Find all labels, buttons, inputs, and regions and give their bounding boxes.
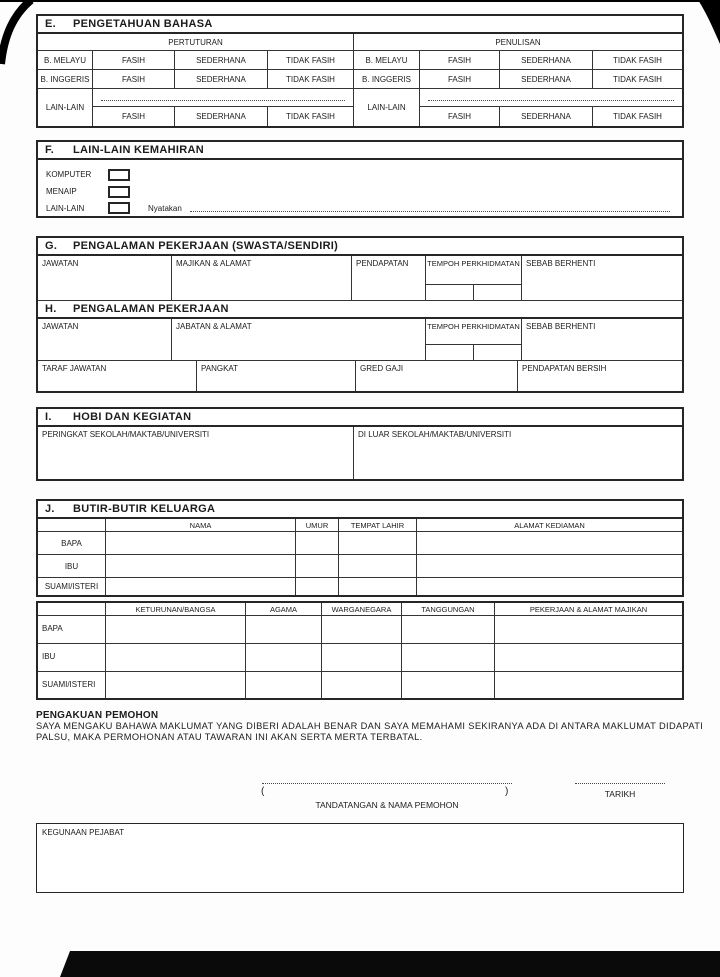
komputer-checkbox[interactable]: [108, 169, 130, 181]
section-e-code: E.: [45, 18, 56, 30]
e-pertuturan-inggeris-tidakfasih-cell[interactable]: TIDAK FASIH: [286, 74, 335, 84]
g-pendapatan-cell[interactable]: PENDAPATAN: [352, 256, 426, 300]
h-tempoh-label: TEMPOH PERKHIDMATAN: [427, 322, 520, 331]
section-e-title: PENGETAHUAN BAHASA: [73, 18, 213, 30]
i-luar-sekolah-cell[interactable]: DI LUAR SEKOLAH/MAKTAB/UNIVERSITI: [358, 430, 512, 439]
section-i: [36, 407, 684, 481]
declaration-line-1: SAYA MENGAKU BAHAWA MAKLUMAT YANG DIBERI ADALAH BENAR DAN SAYA MEMAHAMI SEKIRANYA ADA DI ANTARA MAKLUMAT DIDAPATI: [36, 721, 704, 731]
date-line[interactable]: [575, 782, 665, 784]
h-taraf-cell[interactable]: TARAF JAWATAN: [38, 361, 197, 391]
i-sekolah-cell[interactable]: PERINGKAT SEKOLAH/MAKTAB/UNIVERSITI: [38, 427, 354, 479]
section-g-title: PENGALAMAN PEKERJAAN (SWASTA/SENDIRI): [73, 240, 339, 252]
j2-corner-cell: [38, 603, 106, 615]
j2-agama-header: AGAMA: [246, 603, 322, 615]
section-e: [36, 14, 684, 128]
declaration-line-2: PALSU, MAKA PERMOHONAN ATAU TAWARAN INI AKAN SERTA MERTA TERBATAL.: [36, 731, 423, 742]
h-gred-gaji-cell[interactable]: GRED GAJI: [356, 361, 518, 391]
e-penulisan-melayu-tidakfasih-cell[interactable]: TIDAK FASIH: [613, 55, 662, 65]
signature-paren-open: (: [261, 786, 265, 797]
e-pertuturan-lain-writein[interactable]: [93, 89, 353, 106]
section-g-code: G.: [45, 240, 58, 252]
signature-line[interactable]: [262, 782, 512, 784]
declaration: [36, 710, 704, 742]
j1-ibu-label: IBU: [38, 555, 106, 577]
section-i-title: HOBI DAN KEGIATAN: [73, 411, 192, 423]
g-tempoh-cell[interactable]: [426, 256, 522, 300]
e-penulisan-lain-tidakfasih-cell[interactable]: TIDAK FASIH: [613, 112, 662, 121]
e-penulisan-lain-label: LAIN-LAIN: [354, 89, 420, 126]
e-pertuturan-lain-tidakfasih-cell[interactable]: TIDAK FASIH: [286, 112, 335, 121]
j2-bapa-pekerjaan-cell[interactable]: [495, 616, 682, 643]
j2-ibu-agama-cell[interactable]: [246, 644, 322, 671]
e-penulisan-lain-sederhana-cell[interactable]: SEDERHANA: [500, 107, 593, 126]
komputer-label: KOMPUTER: [46, 170, 92, 180]
pertuturan-header: PERTUTURAN: [168, 37, 223, 47]
g-jawatan-cell[interactable]: JAWATAN: [38, 256, 172, 300]
j2-suami-agama-cell[interactable]: [246, 672, 322, 698]
j1-bapa-tempat-cell[interactable]: [339, 532, 417, 554]
section-h-header: [38, 301, 682, 319]
j1-umur-header: UMUR: [296, 519, 339, 531]
declaration-title: PENGAKUAN PEMOHON: [36, 710, 159, 721]
h-tempoh-dari-cell[interactable]: [426, 345, 474, 360]
j2-pekerjaan-header: PEKERJAAN & ALAMAT MAJIKAN: [529, 604, 648, 614]
j1-alamat-header: ALAMAT KEDIAMAN: [514, 520, 585, 530]
e-penulisan-inggeris-tidakfasih-cell[interactable]: TIDAK FASIH: [613, 74, 662, 84]
j2-ibu-warganegara-cell[interactable]: [322, 644, 402, 671]
e-pertuturan-inggeris-sederhana-cell[interactable]: SEDERHANA: [175, 70, 268, 88]
section-j-title: BUTIR-BUTIR KELUARGA: [73, 503, 216, 515]
j1-ibu-nama-cell[interactable]: [106, 555, 296, 577]
section-i-header: [38, 409, 682, 427]
section-j-code: J.: [45, 503, 55, 515]
section-j-table2: [36, 601, 684, 700]
f-lain-lain-checkbox[interactable]: [108, 202, 130, 214]
section-j-header: [38, 501, 682, 519]
scan-edge-bottom: [60, 951, 720, 977]
h-jabatan-alamat-cell[interactable]: JABATAN & ALAMAT: [172, 319, 426, 360]
menaip-checkbox[interactable]: [108, 186, 130, 198]
h-jawatan-cell[interactable]: JAWATAN: [38, 319, 172, 360]
scan-artifact-top-right: [698, 0, 720, 46]
nyatakan-writein[interactable]: [190, 210, 670, 212]
j2-suami-tanggungan-cell[interactable]: [402, 672, 495, 698]
h-tempoh-hingga-cell[interactable]: [474, 345, 521, 360]
g-majikan-alamat-cell[interactable]: MAJIKAN & ALAMAT: [172, 256, 352, 300]
j1-bapa-umur-cell[interactable]: [296, 532, 339, 554]
e-penulisan-lain-writein[interactable]: [420, 89, 682, 106]
j1-suami-alamat-cell[interactable]: [417, 578, 682, 595]
section-g-header: [38, 238, 682, 256]
j1-nama-header: NAMA: [106, 519, 296, 531]
j2-tanggungan-header: TANGGUNGAN: [402, 603, 495, 615]
e-penulisan-inggeris-sederhana-cell[interactable]: SEDERHANA: [500, 70, 593, 88]
j2-bapa-keturunan-cell[interactable]: [106, 616, 246, 643]
j1-corner-cell: [38, 519, 106, 531]
date-label: TARIKH: [604, 789, 636, 799]
e-pertuturan-melayu-fasih-cell[interactable]: FASIH: [93, 51, 175, 69]
menaip-label: MENAIP: [46, 187, 77, 196]
e-pertuturan-lain-label: LAIN-LAIN: [38, 89, 93, 126]
e-pertuturan-lain-fasih-cell[interactable]: FASIH: [93, 107, 175, 126]
section-i-code: I.: [45, 411, 52, 423]
h-pangkat-cell[interactable]: PANGKAT: [197, 361, 356, 391]
e-penulisan-melayu-fasih-cell[interactable]: FASIH: [420, 51, 500, 69]
signature-label: TANDATANGAN & NAMA PEMOHON: [315, 800, 459, 810]
pertuturan-half: [38, 34, 354, 126]
e-penulisan-inggeris-label: B. INGGERIS: [354, 70, 420, 88]
office-use-box[interactable]: [36, 823, 684, 893]
nyatakan-label: Nyatakan: [148, 203, 182, 213]
j2-suami-keturunan-cell[interactable]: [106, 672, 246, 698]
j2-keturunan-header: KETURUNAN/BANGSA: [106, 603, 246, 615]
h-sebab-cell[interactable]: SEBAB BERHENTI: [526, 322, 596, 331]
j2-ibu-pekerjaan-cell[interactable]: [495, 644, 682, 671]
j1-tempat-lahir-header: TEMPAT LAHIR: [339, 519, 417, 531]
e-pertuturan-inggeris-label: B. INGGERIS: [38, 70, 93, 88]
e-pertuturan-melayu-tidakfasih-cell[interactable]: TIDAK FASIH: [286, 55, 335, 65]
signature-paren-close: ): [505, 786, 509, 797]
j1-suami-isteri-label: SUAMI/ISTERI: [38, 578, 106, 595]
j1-suami-nama-cell[interactable]: [106, 578, 296, 595]
j2-bapa-warganegara-cell[interactable]: [322, 616, 402, 643]
scan-artifact-top-left: [0, 0, 36, 66]
j2-suami-warganegara-cell[interactable]: [322, 672, 402, 698]
h-tempoh-cell[interactable]: [426, 319, 522, 360]
section-h-title: PENGALAMAN PEKERJAAN: [73, 303, 229, 315]
e-pertuturan-melayu-sederhana-cell[interactable]: SEDERHANA: [175, 51, 268, 69]
e-penulisan-lain-fasih-cell[interactable]: FASIH: [420, 107, 500, 126]
f-lain-lain-label: LAIN-LAIN: [46, 203, 85, 213]
office-use-label: KEGUNAAN PEJABAT: [42, 828, 125, 837]
j2-bapa-tanggungan-cell[interactable]: [402, 616, 495, 643]
j1-ibu-tempat-cell[interactable]: [339, 555, 417, 577]
j1-suami-tempat-cell[interactable]: [339, 578, 417, 595]
scan-edge-top: [0, 0, 720, 2]
j2-bapa-label: BAPA: [38, 616, 106, 643]
section-f-title: LAIN-LAIN KEMAHIRAN: [73, 144, 204, 156]
g-sebab-cell[interactable]: SEBAB BERHENTI: [526, 259, 596, 268]
section-h-code: H.: [45, 303, 57, 315]
e-penulisan-melayu-sederhana-cell[interactable]: SEDERHANA: [500, 51, 593, 69]
j2-warganegara-header: WARGANEGARA: [322, 603, 402, 615]
section-f: [36, 140, 684, 218]
g-tempoh-dari-cell[interactable]: [426, 285, 474, 300]
e-pertuturan-lain-sederhana-cell[interactable]: SEDERHANA: [175, 107, 268, 126]
j2-ibu-tanggungan-cell[interactable]: [402, 644, 495, 671]
g-tempoh-label: TEMPOH PERKHIDMATAN: [427, 259, 520, 268]
penulisan-half: [354, 34, 682, 126]
j2-ibu-keturunan-cell[interactable]: [106, 644, 246, 671]
section-f-code: F.: [45, 144, 55, 156]
j1-suami-umur-cell[interactable]: [296, 578, 339, 595]
e-penulisan-melayu-label: B. MELAYU: [354, 51, 420, 69]
section-g-h: [36, 236, 684, 393]
section-f-header: [38, 142, 682, 160]
j2-bapa-agama-cell[interactable]: [246, 616, 322, 643]
e-pertuturan-melayu-label: B. MELAYU: [38, 51, 93, 69]
j1-ibu-umur-cell[interactable]: [296, 555, 339, 577]
j1-bapa-nama-cell[interactable]: [106, 532, 296, 554]
penulisan-header: PENULISAN: [495, 37, 541, 47]
e-penulisan-inggeris-fasih-cell[interactable]: FASIH: [420, 70, 500, 88]
j1-bapa-label: BAPA: [38, 532, 106, 554]
g-tempoh-hingga-cell[interactable]: [474, 285, 521, 300]
j2-suami-isteri-label: SUAMI/ISTERI: [38, 672, 106, 698]
section-e-header: [38, 16, 682, 34]
j1-bapa-alamat-cell[interactable]: [417, 532, 682, 554]
e-pertuturan-inggeris-fasih-cell[interactable]: FASIH: [93, 70, 175, 88]
j2-suami-pekerjaan-cell[interactable]: [495, 672, 682, 698]
h-pendapatan-bersih-cell[interactable]: PENDAPATAN BERSIH: [522, 364, 607, 373]
j1-ibu-alamat-cell[interactable]: [417, 555, 682, 577]
j2-ibu-label: IBU: [38, 644, 106, 671]
section-j-table1: [36, 499, 684, 597]
